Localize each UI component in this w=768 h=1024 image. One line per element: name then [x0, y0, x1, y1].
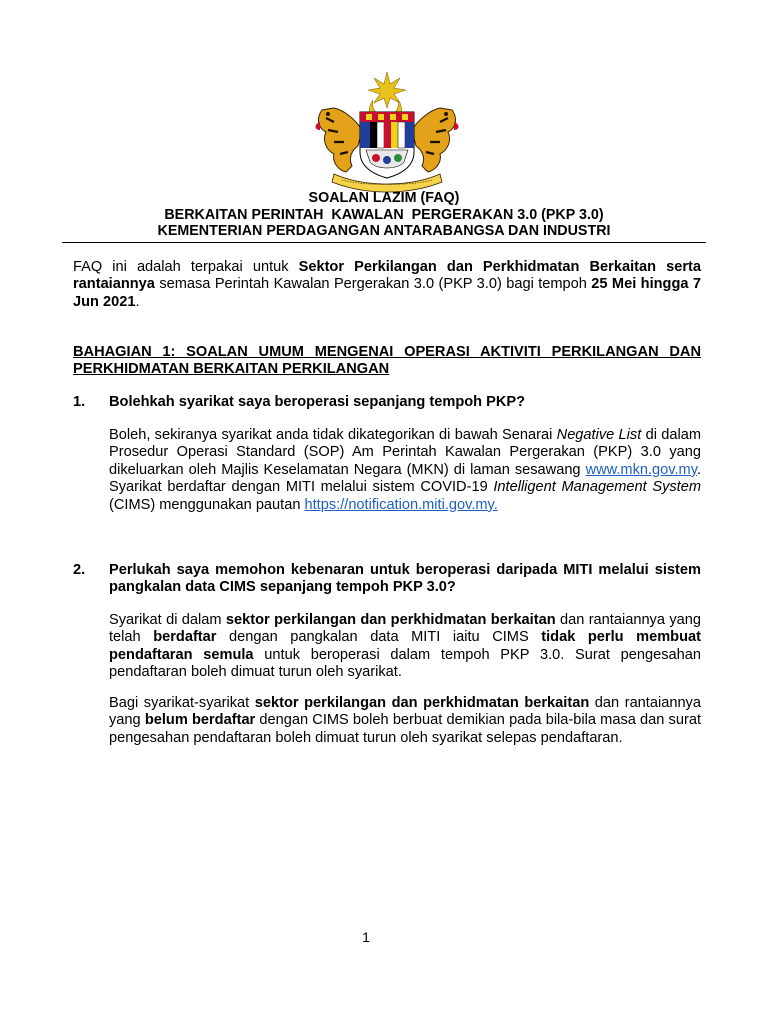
- answer-text: dan rantaiannya yang: [109, 695, 701, 729]
- question-2: Perlukah saya memohon kebenaran untuk beroperasi daripada MITI melalui sistem pangkalan data CIMS sepanjang tempoh PKP 3.0?: [109, 562, 701, 596]
- intro-text: .: [135, 293, 140, 310]
- section-heading: BAHAGIAN 1: SOALAN UMUM MENGENAI OPERASI AKTIVITI PERKILANGAN DAN PERKHIDMATAN BERKAITAN PERKILANGAN: [73, 344, 701, 378]
- intro-text: FAQ ini adalah terpakai untuk: [73, 259, 299, 275]
- title-divider: [62, 242, 706, 243]
- intro-sector-bold: Sektor Perkilangan dan Perkhidmatan Berkaitan serta rantaiannya: [73, 259, 701, 293]
- page-number: 1: [362, 929, 370, 945]
- answer-bold: berdaftar: [153, 629, 217, 646]
- title-line-3: KEMENTERIAN PERDAGANGAN ANTARABANGSA DAN INDUSTRI: [157, 223, 611, 239]
- answer-text: Syarikat di dalam: [109, 612, 226, 628]
- answer-text: dengan pangkalan data MITI iaitu CIMS: [216, 629, 542, 646]
- answer-2-paragraph-1: [109, 612, 701, 682]
- answer-text: di dalam Prosedur Operasi Standard (SOP) Am Perintah Kawalan Pergerakan (PKP) 3.0 yang dikeluarkan oleh Majlis Keselamatan Negara (MKN) di laman sesawang: [109, 427, 702, 478]
- answer-bold: sektor perkilangan dan perkhidmatan berkaitan: [254, 695, 590, 711]
- answer-italic: Intelligent Management System: [493, 479, 701, 496]
- intro-text: semasa Perintah Kawalan Pergerakan 3.0 (PKP 3.0) bagi tempoh: [154, 276, 592, 293]
- intro-paragraph: [73, 259, 701, 311]
- answer-text: Boleh, sekiranya syarikat anda tidak dikategorikan di bawah Senarai: [109, 427, 557, 443]
- question-number: 1.: [73, 394, 86, 410]
- intro-date-bold: 25 Mei hingga 7 Jun 2021: [73, 276, 701, 310]
- answer-bold: belum berdaftar: [144, 712, 256, 729]
- question-1: Bolehkah syarikat saya beroperasi sepanjang tempoh PKP?: [109, 394, 526, 410]
- answer-bold: tidak perlu membuat pendaftaran semula: [109, 629, 701, 663]
- answer-text: Bagi syarikat-syarikat: [109, 695, 255, 711]
- answer-italic: Negative List: [556, 427, 642, 443]
- title-line-2: BERKAITAN PERINTAH KAWALAN PERGERAKAN 3.0 (PKP 3.0): [164, 206, 604, 223]
- answer-text: untuk beroperasi dalam tempoh PKP 3.0. Surat pengesahan pendaftaran boleh dimuat turun oleh syarikat.: [109, 646, 702, 681]
- answer-text: dan rantaiannya yang telah: [109, 612, 701, 646]
- right-tiger-icon: [412, 108, 459, 172]
- question-number: 2.: [73, 562, 86, 578]
- mkn-website-link[interactable]: www.mkn.gov.my: [585, 461, 697, 478]
- answer-2-paragraph-2: [109, 695, 701, 747]
- answer-text: . Syarikat berdaftar dengan MITI melalui sistem COVID-19: [109, 461, 701, 496]
- title-line-1: SOALAN LAZIM (FAQ): [308, 190, 460, 206]
- answer-1-paragraph: [109, 427, 701, 514]
- left-tiger-icon: [316, 108, 363, 172]
- miti-notification-link[interactable]: https://notification.miti.gov.my.: [304, 496, 498, 513]
- answer-bold: sektor perkilangan dan perkhidmatan berkaitan: [225, 612, 556, 628]
- answer-text: (CIMS) menggunakan pautan: [109, 496, 305, 513]
- answer-text: dengan CIMS boleh berbuat demikian pada bila-bila masa dan surat pengesahan pendaftaran boleh dimuat turun oleh syarikat selepas pendaftaran.: [109, 712, 701, 746]
- coat-of-arms-icon: [312, 70, 462, 195]
- document-title: [60, 190, 708, 240]
- shield-icon: [360, 112, 414, 178]
